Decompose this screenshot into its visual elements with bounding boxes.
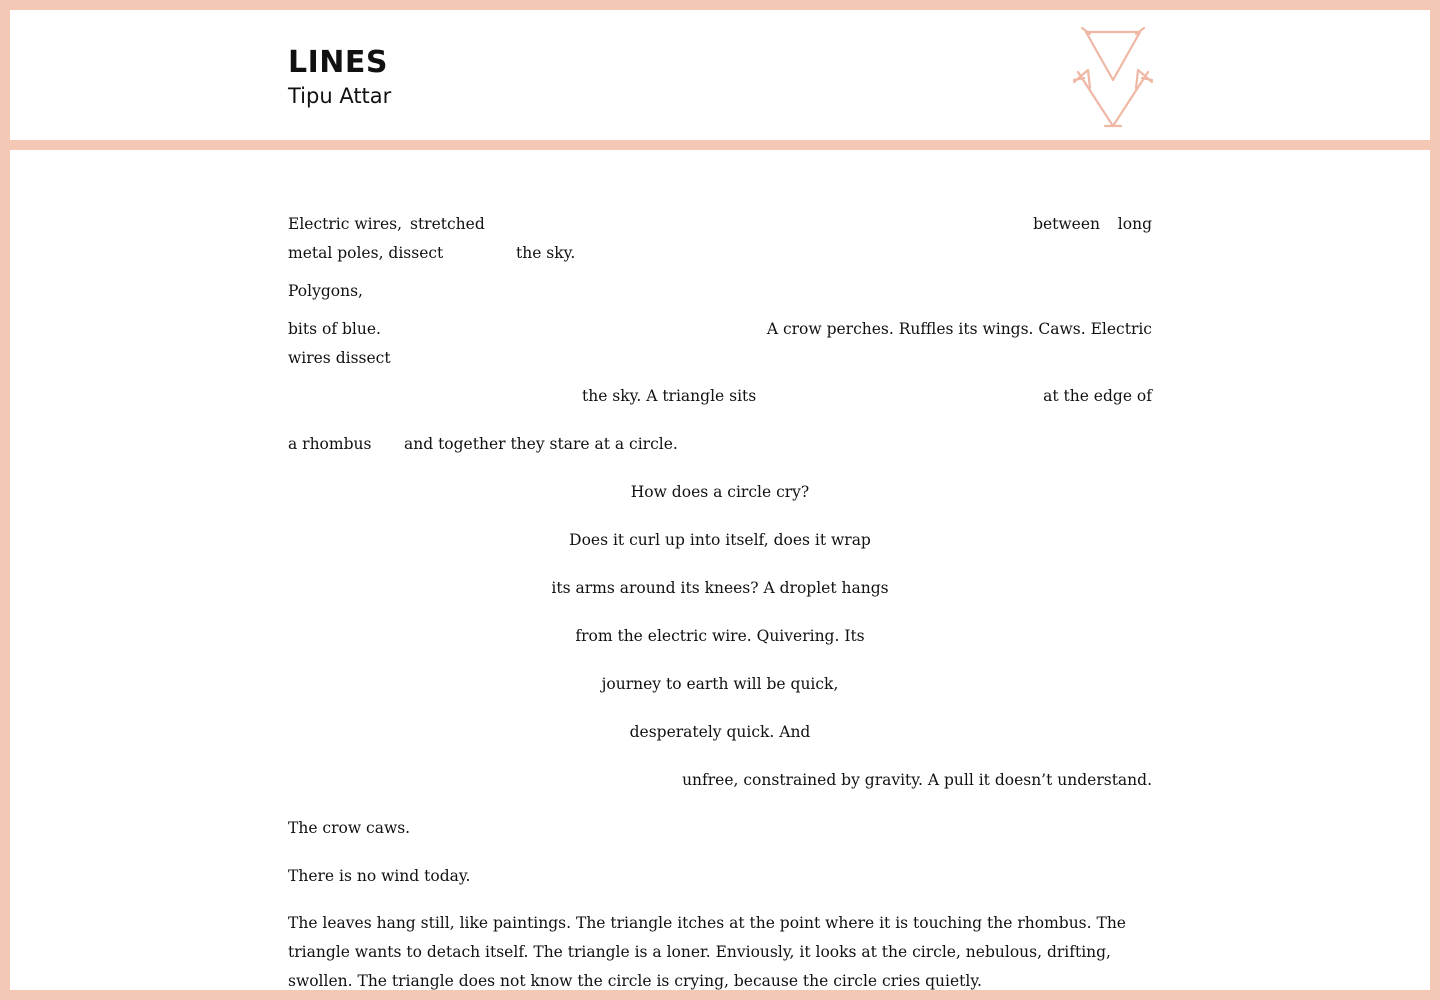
triangle-v-monogram-icon	[1072, 24, 1154, 128]
poem-fragment: a rhombus	[288, 435, 372, 453]
poem-fragment: and together they stare at a circle.	[404, 435, 678, 453]
poem-title: LINES	[288, 45, 388, 80]
poem-fragment: between	[1033, 215, 1100, 233]
poem-line	[288, 239, 1152, 268]
poem-fragment: stretched	[410, 215, 485, 233]
poem-fragment: bits of blue.	[288, 320, 381, 338]
poem-fragment: at the edge of	[1043, 387, 1152, 405]
poem-fragment: the sky.	[516, 244, 576, 262]
poem-line: The crow caws.	[288, 819, 411, 837]
poem-line	[288, 430, 1152, 459]
poem-line: its arms around its knees? A droplet hangs	[551, 579, 889, 597]
poem-line: desperately quick. And	[629, 723, 811, 741]
poem-fragment: the sky. A triangle sits	[582, 387, 757, 405]
poem-line	[288, 382, 1152, 411]
poem-line: triangle wants to detach itself. The triangle is a loner. Enviously, it looks at the circle, nebulous, drifting,	[288, 943, 1111, 961]
poem-line: How does a circle cry?	[630, 483, 810, 501]
poem-line: unfree, constrained by gravity. A pull it doesn’t understand.	[682, 771, 1152, 789]
poem-line: from the electric wire. Quivering. Its	[575, 627, 865, 645]
poem-line: Does it curl up into itself, does it wrap	[569, 531, 871, 549]
poem-fragment: metal poles, dissect	[288, 244, 444, 262]
poem-fragment: long	[1117, 215, 1152, 233]
poem-line	[288, 315, 1152, 344]
poem-line	[288, 210, 1152, 239]
poem-line: swollen. The triangle does not know the circle is crying, because the circle cries quietly.	[288, 972, 982, 990]
author-name: Tipu Attar	[288, 84, 392, 108]
poem-fragment: Polygons,	[288, 282, 363, 300]
poem-fragment: Electric wires,	[288, 215, 403, 233]
poem-line: There is no wind today.	[288, 867, 471, 885]
header-panel	[10, 10, 1430, 140]
poem-body	[288, 210, 1152, 990]
poem-line	[288, 344, 1152, 373]
poem-line: journey to earth will be quick,	[601, 675, 839, 693]
poem-fragment: A crow perches. Ruffles its wings. Caws. Electric	[766, 320, 1152, 338]
poem-panel	[10, 150, 1430, 990]
poem-fragment: wires dissect	[288, 349, 391, 367]
poem-line	[288, 277, 1152, 306]
poem-line: The leaves hang still, like paintings. The triangle itches at the point where it is touching the rhombus. The	[288, 914, 1126, 932]
